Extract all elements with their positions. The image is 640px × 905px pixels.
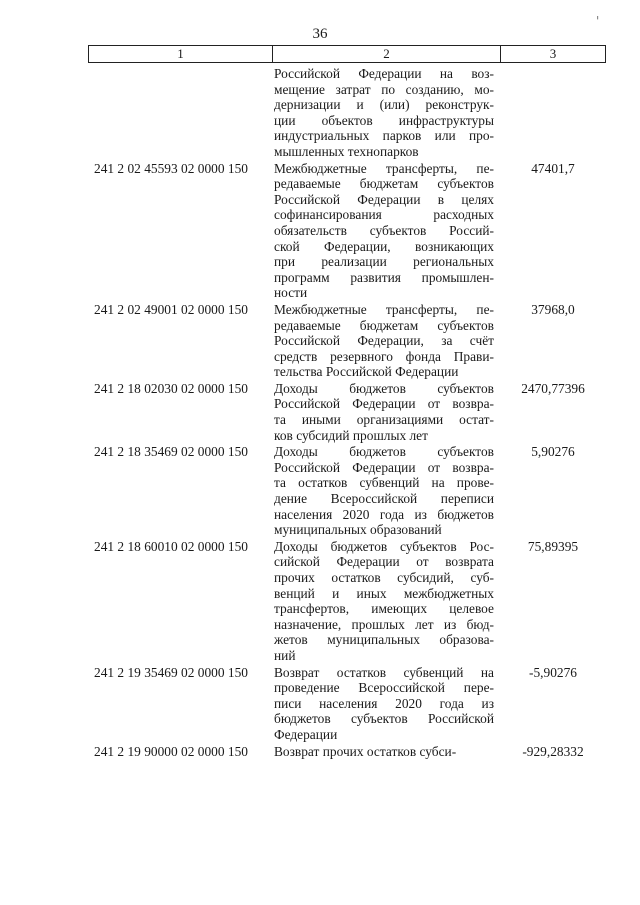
budget-classification-code: 241 2 02 45593 02 0000 150 bbox=[94, 160, 248, 176]
amount-value bbox=[500, 66, 606, 160]
amount-value: 2470,77396 bbox=[521, 380, 585, 396]
description-line: трансфертов, имеющих целевое bbox=[274, 601, 494, 617]
description-line: Российской Федерации от возвра- bbox=[274, 459, 494, 475]
description-line: обязательств субъектов Россий- bbox=[274, 222, 494, 238]
description-line: Федерации bbox=[274, 726, 338, 742]
amount-value: 37968,0 bbox=[531, 301, 575, 317]
description-line: Российской Федерации на воз- bbox=[274, 66, 494, 81]
description-line: средств резервного фонда Прави- bbox=[274, 348, 494, 364]
description-line: Доходы бюджетов субъектов bbox=[274, 380, 494, 396]
description-line: та остатков субвенций на прове- bbox=[274, 475, 494, 491]
description-line: Российской Федерации от возвра- bbox=[274, 396, 494, 412]
description-line: ской Федерации, возникающих bbox=[274, 238, 494, 254]
description-line: писи населения 2020 года из bbox=[274, 695, 494, 711]
description-line: дернизации и (или) реконструк- bbox=[274, 97, 494, 113]
revenue-description bbox=[272, 744, 500, 760]
table-row bbox=[88, 444, 606, 538]
description-line: дение Всероссийской переписи bbox=[274, 491, 494, 507]
description-line: тельства Российской Федерации bbox=[274, 364, 459, 380]
revenue-description bbox=[272, 66, 500, 160]
column-header-2: 2 bbox=[273, 46, 501, 62]
description-line: индустриальных парков или про- bbox=[274, 128, 494, 144]
amount-value: -929,28332 bbox=[522, 743, 584, 759]
description-line: Возврат остатков субвенций на bbox=[274, 664, 494, 680]
description-line: редаваемые бюджетам субъектов bbox=[274, 176, 494, 192]
description-line: сийской Федерации от возврата bbox=[274, 554, 494, 570]
description-line: назначение, прошлых лет из бюд- bbox=[274, 616, 494, 632]
description-line: редаваемые бюджетам субъектов bbox=[274, 317, 494, 333]
description-line: прочих остатков субсидий, суб- bbox=[274, 570, 494, 585]
description-line: Доходы бюджетов субъектов Рос- bbox=[274, 538, 494, 554]
amount-value: 75,89395 bbox=[527, 538, 579, 554]
budget-classification-code: 241 2 02 49001 02 0000 150 bbox=[94, 301, 248, 317]
description-line: муниципальных образований bbox=[274, 522, 442, 538]
description-line: при реализации региональных bbox=[274, 254, 494, 270]
revenue-description bbox=[272, 539, 500, 664]
description-line: венций и иных межбюджетных bbox=[274, 585, 494, 601]
revenue-description bbox=[272, 161, 500, 301]
table-row bbox=[88, 302, 606, 380]
table-row bbox=[88, 744, 606, 760]
description-line: бюджетов субъектов Российской bbox=[274, 711, 494, 727]
description-line: Межбюджетные трансферты, пе- bbox=[274, 160, 494, 176]
revenue-description bbox=[272, 444, 500, 538]
revenue-description bbox=[272, 302, 500, 380]
table-row bbox=[88, 161, 606, 301]
amount-value: 47401,7 bbox=[531, 160, 575, 176]
table-body bbox=[88, 66, 606, 759]
budget-classification-code: 241 2 19 90000 02 0000 150 bbox=[94, 743, 248, 759]
budget-classification-code: 241 2 18 35469 02 0000 150 bbox=[94, 444, 248, 460]
revenue-description bbox=[272, 665, 500, 743]
description-line: та иными организациями остат- bbox=[274, 412, 494, 428]
description-line: программ развития промышлен- bbox=[274, 269, 494, 285]
column-header-1: 1 bbox=[89, 46, 273, 62]
amount-value: -5,90276 bbox=[529, 664, 577, 680]
description-line: мещение затрат по созданию, мо- bbox=[274, 81, 494, 97]
budget-classification-code: 241 2 19 35469 02 0000 150 bbox=[94, 664, 248, 680]
description-line: Межбюджетные трансферты, пе- bbox=[274, 301, 494, 317]
description-line: ции объектов инфраструктуры bbox=[274, 112, 494, 128]
description-line: населения 2020 года из бюджетов bbox=[274, 506, 494, 522]
budget-classification-code: 241 2 18 02030 02 0000 150 bbox=[94, 380, 248, 396]
table-row bbox=[88, 381, 606, 443]
description-line: Российской Федерации в целях bbox=[274, 191, 494, 207]
description-line: Доходы бюджетов субъектов bbox=[274, 444, 494, 460]
amount-value: 5,90276 bbox=[531, 444, 575, 460]
description-line: Российской Федерации, за счёт bbox=[274, 333, 494, 349]
column-header-3: 3 bbox=[549, 46, 557, 61]
table-header-row bbox=[88, 45, 606, 63]
table-row bbox=[88, 66, 606, 160]
table-row bbox=[88, 665, 606, 743]
description-line: Возврат прочих остатков субси- bbox=[274, 743, 457, 759]
scan-mark: ' bbox=[596, 14, 600, 28]
page-number: 36 bbox=[312, 26, 328, 42]
revenue-description bbox=[272, 381, 500, 443]
budget-classification-code bbox=[88, 66, 272, 160]
table-row bbox=[88, 539, 606, 664]
description-line: жетов муниципальных образова- bbox=[274, 632, 494, 648]
description-line: ний bbox=[274, 647, 296, 663]
description-line: мышленных технопарков bbox=[274, 143, 419, 159]
description-line: софинансирования расходных bbox=[274, 207, 494, 223]
description-line: ков субсидий прошлых лет bbox=[274, 427, 428, 443]
budget-classification-code: 241 2 18 60010 02 0000 150 bbox=[94, 538, 248, 554]
description-line: проведение Всероссийской пере- bbox=[274, 680, 494, 696]
description-line: ности bbox=[274, 285, 308, 301]
